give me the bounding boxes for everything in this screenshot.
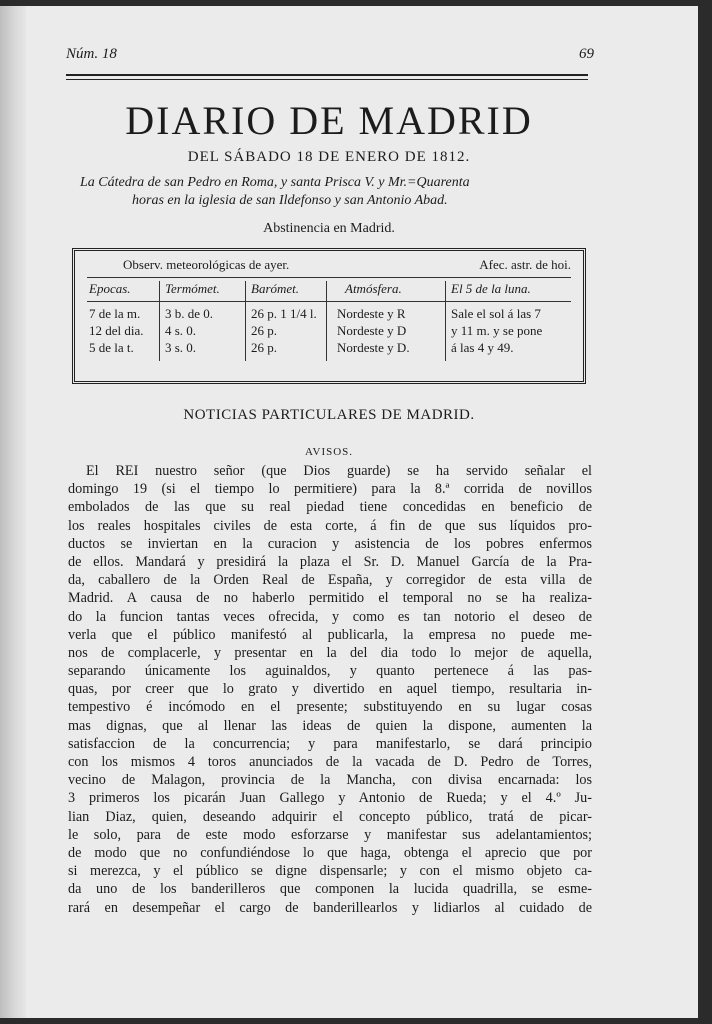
meteorology-heading: Observ. meteorológicas de ayer. <box>123 257 290 272</box>
table-cell: 26 p. <box>251 340 277 355</box>
barometro-values <box>251 305 325 356</box>
column-luna <box>451 281 577 356</box>
issue-date: DEL SÁBADO 18 DE ENERO DE 1812. <box>187 149 471 165</box>
epocas-values <box>89 305 159 356</box>
text-line: da uno de los banderilleros que componen la lucida quadrilla, se esme- <box>68 881 592 898</box>
column-header-epocas: Epocas. <box>89 281 131 296</box>
text-line: con los mismos 4 toros anunciados de la vacada de D. Pedro de Torres, <box>68 754 592 770</box>
text-line: de ellos. Mandará y presidirá la plaza el Sr. D. Manuel García de la Pra- <box>68 553 592 570</box>
section-title: NOTICIAS PARTICULARES DE MADRID. <box>183 407 475 423</box>
table-cell: Nordeste y D <box>337 323 407 338</box>
table-cell: 26 p. 1 1/4 l. <box>251 306 317 321</box>
table-cell: Nordeste y R <box>337 306 406 321</box>
text-line: los reales hospitales civiles de esta corte, á fin de que sus líquidos pro- <box>68 517 592 534</box>
text-line: nos de complacerle, y presentar en la del dia todo lo mejor de aquella, <box>68 644 592 661</box>
column-barometro <box>251 281 325 356</box>
termometro-values <box>165 305 245 356</box>
table-cell: 3 b. de 0. <box>165 306 214 321</box>
header-rule-thin <box>66 79 588 80</box>
table-cell: 7 de la m. <box>89 306 141 321</box>
text-line: Madrid. A causa de no haberlo permitido el temporal no se ha realiza- <box>68 590 592 607</box>
text-line: embolados de las que su real piedad tiene concedidas en beneficio de <box>68 499 592 516</box>
table-cell: 4 s. 0. <box>165 323 197 338</box>
astronomy-heading: Afec. astr. de hoi. <box>479 257 571 272</box>
table-cell: á las 4 y 49. <box>451 340 514 355</box>
text-line: le solo, para de este modo esforzarse y manifestar sus adelantamientos; <box>68 826 592 843</box>
column-header-termometro: Termómet. <box>165 281 220 296</box>
column-header-luna: El 5 de la luna. <box>451 281 531 296</box>
text-line: ductos se inviertan en la curacion y asistencia de los pobres enfermos <box>68 535 592 552</box>
column-divider <box>245 281 246 361</box>
table-cell: 12 del dia. <box>89 323 144 338</box>
page-binding-edge <box>0 6 26 1018</box>
column-termometro <box>165 281 245 356</box>
text-line: satisfaccion de la concurrencia; y para manifestarlo, se dará principio <box>68 735 592 752</box>
table-rule <box>87 277 571 278</box>
text-line: mas dignas, que al llenar las ideas de quien la dispone, aumenten la <box>68 717 592 734</box>
text-line: da, caballero de la Orden Real de España, y corregidor de esta villa de <box>68 572 592 589</box>
abstinence-note: Abstinencia en Madrid. <box>263 221 395 236</box>
column-divider <box>326 281 327 361</box>
text-line: domingo 19 (si el tiempo lo permitiere) para la 8.ª corrida de novillos <box>68 481 592 498</box>
header-rule <box>66 74 588 76</box>
text-line: de modo que no confundiéndose lo que haga, obtenga el aprecio que por <box>68 844 592 861</box>
text-line: si merezca, y el público se digne dispensarle; y con el mismo objeto ca- <box>68 863 592 880</box>
saints-of-the-day <box>80 174 590 210</box>
column-atmosfera <box>337 281 441 356</box>
newspaper-page <box>0 6 698 1018</box>
text-line: 3 primeros los picarán Juan Gallego y Antonio de Rueda; y el 4.º Ju- <box>68 790 592 807</box>
table-cell: 5 de la t. <box>89 340 134 355</box>
saints-line-2: horas en la iglesia de san Ildefonso y san Antonio Abad. <box>132 193 448 208</box>
text-line: rará en desempeñar el cargo de banderillearlos y lidiarlos al cuidado de <box>68 899 592 916</box>
text-line: lian Diaz, quien, deseando adquirir el concepto público, tratá de picar- <box>68 808 592 825</box>
column-divider <box>445 281 446 361</box>
luna-values <box>451 305 577 356</box>
text-line: do la funcion tantas veces ofrecida, y como es tan notorio el deseo de <box>68 608 592 625</box>
meteorology-header <box>79 257 577 273</box>
table-cell: 3 s. 0. <box>165 340 197 355</box>
table-cell: 26 p. <box>251 323 277 338</box>
article-body <box>68 462 592 917</box>
column-header-atmosfera: Atmósfera. <box>345 281 402 296</box>
saints-line-1: La Cátedra de san Pedro en Roma, y santa Prisca V. y Mr.=Quarenta <box>80 175 470 190</box>
column-header-barometro: Barómet. <box>251 281 300 296</box>
table-cell: y 11 m. y se pone <box>451 323 543 338</box>
text-line: separando únicamente los aguinaldos, y quanto pertenece á las pas- <box>68 663 592 680</box>
text-line: vecino de Malagon, provincia de la Mancha, con divisa encarnada: los <box>68 772 592 789</box>
table-cell: Nordeste y D. <box>337 340 410 355</box>
page-header <box>66 46 594 63</box>
page-number: 69 <box>579 46 594 62</box>
atmosfera-values <box>337 305 441 356</box>
column-epocas <box>89 281 159 356</box>
masthead-title: DIARIO DE MADRID <box>125 98 533 143</box>
section-subtitle: AVISOS. <box>304 446 354 458</box>
text-line: El REI nuestro señor (que Dios guarde) se ha servido señalar el <box>86 463 592 479</box>
text-line: tempestivo é incómodo en el presente; substituyendo en su lugar cosas <box>68 699 592 716</box>
text-line: verla que el público manifestó al publicarla, la empresa no puede me- <box>68 626 592 643</box>
table-cell: Sale el sol á las 7 <box>451 306 541 321</box>
issue-number: Núm. 18 <box>66 46 117 62</box>
text-line: quas, por creer que lo grato y divertido en aquel tiempo, resultaria in- <box>68 681 592 698</box>
column-divider <box>159 281 160 361</box>
meteorology-table <box>72 248 586 384</box>
